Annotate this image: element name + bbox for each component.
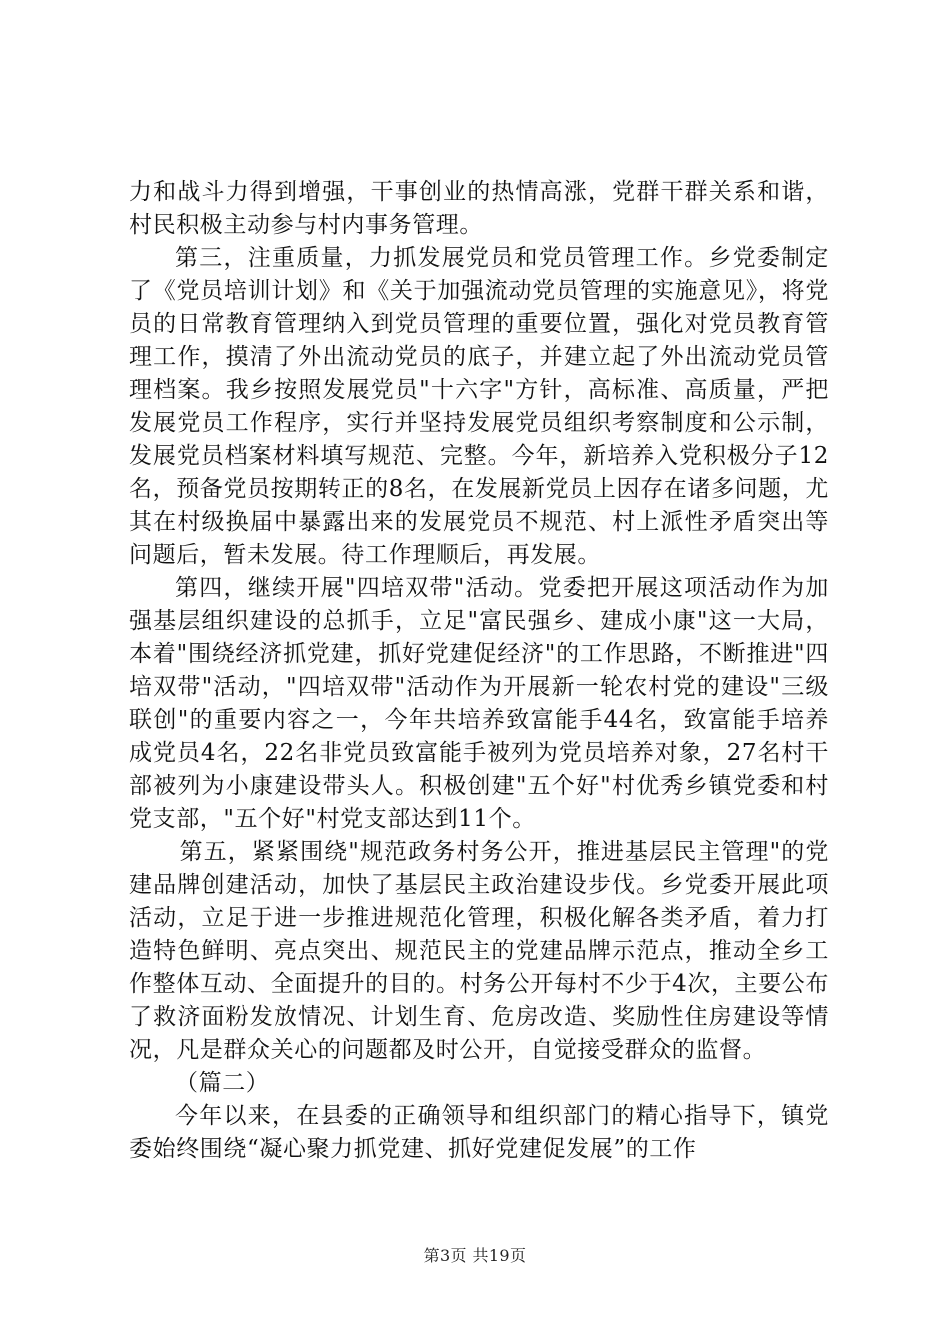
part-two-heading: （篇二）	[175, 1070, 270, 1096]
paragraph-section-five: 第五，紧紧围绕"规范政务村务公开，推进基层民主管理"的党建品牌创建活动，加快了基层民主政治建设步伐。乡党委开展此项活动，立足于进一步推进规范化管理，积极化解各类矛盾，着力打造特色鲜明、亮点突出、规范民主的党建品牌示范点，推动全乡工作整体互动、全面提升的目的。村务公开每村不少于4次，主要公布了救济面粉发放情况、计划生育、危房改造、奖励性住房建设等情况，凡是群众关心的问题都及时公开，自觉接受群众的监督。	[129, 839, 829, 1063]
paragraph-section-four: 第四，继续开展"四培双带"活动。党委把开展这项活动作为加强基层组织建设的总抓手，立足"富民强乡、建成小康"这一大局，本着"围绕经济抓党建，抓好党建促经济"的工作思路，不断推进"四培双带"活动，"四培双带"活动作为开展新一轮农村党的建设"三级联创"的重要内容之一，今年共培养致富能手44名，致富能手培养成党员4名，22名非党员致富能手被列为党员培养对象，27名村干部被列为小康建设带头人。积极创建"五个好"村优秀乡镇党委和村党支部，"五个好"村党支部达到11个。	[129, 575, 829, 832]
page-footer: 第3页 共19页	[423, 1246, 527, 1265]
paragraph-part-two-intro: 今年以来，在县委的正确领导和组织部门的精心指导下，镇党委始终围绕“凝心聚力抓党建、抓好党建促发展”的工作	[129, 1103, 829, 1162]
paragraph-continuation: 力和战斗力得到增强，干事创业的热情高涨，党群干群关系和谐，村民积极主动参与村内事务管理。	[129, 179, 829, 238]
paragraph-section-three: 第三，注重质量，力抓发展党员和党员管理工作。乡党委制定了《党员培训计划》和《关于加强流动党员管理的实施意见》，将党员的日常教育管理纳入到党员管理的重要位置，强化对党员教育管理工作，摸清了外出流动党员的底子，并建立起了外出流动党员管理档案。我乡按照发展党员"十六字"方针，高标准、高质量，严把发展党员工作程序，实行并坚持发展党员组织考察制度和公示制，发展党员档案材料填写规范、完整。今年，新培养入党积极分子12名，预备党员按期转正的8名，在发展新党员上因存在诸多问题，尤其在村级换届中暴露出来的发展党员不规范、村上派性矛盾突出等问题后，暂未发展。待工作理顺后，再发展。	[129, 245, 829, 568]
document-body	[129, 176, 829, 1166]
